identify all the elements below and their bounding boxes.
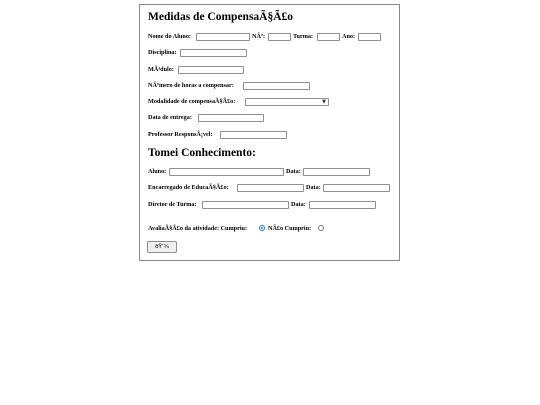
turma-label: Turma:	[293, 33, 314, 40]
encarregado-input[interactable]	[237, 184, 304, 192]
numero-input[interactable]	[268, 33, 291, 41]
modulo-label: MÃ³dulo:	[148, 66, 174, 73]
disciplina-input[interactable]	[180, 49, 247, 57]
modulo-input[interactable]	[178, 66, 244, 74]
diretor-label: Diretor de Turma:	[148, 201, 197, 208]
nome-aluno-label: Nome do Aluno:	[148, 33, 191, 40]
ano-input[interactable]	[358, 33, 381, 41]
turma-input[interactable]	[317, 33, 340, 41]
avaliacao-label: AvaliaÃ§Ã£o da atividade: Cumpriu:	[148, 225, 248, 232]
professor-label: Professor ResponsÃ¡vel:	[148, 131, 213, 138]
aluno-data-input[interactable]	[303, 168, 370, 176]
conhecimento-title: Tomei Conhecimento:	[148, 147, 256, 159]
form-title: Medidas de CompensaÃ§Ã£o	[148, 11, 294, 23]
cumpriu-radio[interactable]	[259, 225, 265, 231]
numero-label: NÂº:	[252, 33, 266, 40]
diretor-data-input[interactable]	[309, 201, 376, 209]
save-button[interactable]: ðŸ’¾	[147, 241, 177, 253]
nao-cumpriu-label: NÃ£o Cumpriu:	[268, 225, 312, 232]
encarregado-label: Encarregado de EducaÃ§Ã£o:	[148, 184, 229, 191]
diretor-data-label: Data:	[291, 201, 306, 208]
modalidade-select[interactable]	[245, 98, 329, 106]
horas-input[interactable]	[243, 82, 310, 90]
encarregado-data-label: Data:	[306, 184, 321, 191]
nome-aluno-input[interactable]	[196, 33, 250, 41]
aluno-data-label: Data:	[286, 168, 301, 175]
encarregado-data-input[interactable]	[323, 184, 390, 192]
aluno-input[interactable]	[169, 168, 284, 176]
disciplina-label: Disciplina:	[148, 49, 177, 56]
professor-input[interactable]	[220, 131, 287, 139]
diretor-input[interactable]	[202, 201, 289, 209]
aluno-label: Aluno:	[148, 168, 167, 175]
nao-cumpriu-radio[interactable]	[318, 225, 324, 231]
data-entrega-label: Data de entrega:	[148, 114, 192, 121]
chevron-down-icon: ▼	[322, 99, 326, 105]
ano-label: Ano:	[342, 33, 356, 40]
horas-label: NÃºmero de horas a compensar:	[148, 82, 234, 89]
data-entrega-input[interactable]	[198, 114, 264, 122]
modalidade-label: Modalidade de compensaÃ§Ã£o:	[148, 98, 236, 105]
